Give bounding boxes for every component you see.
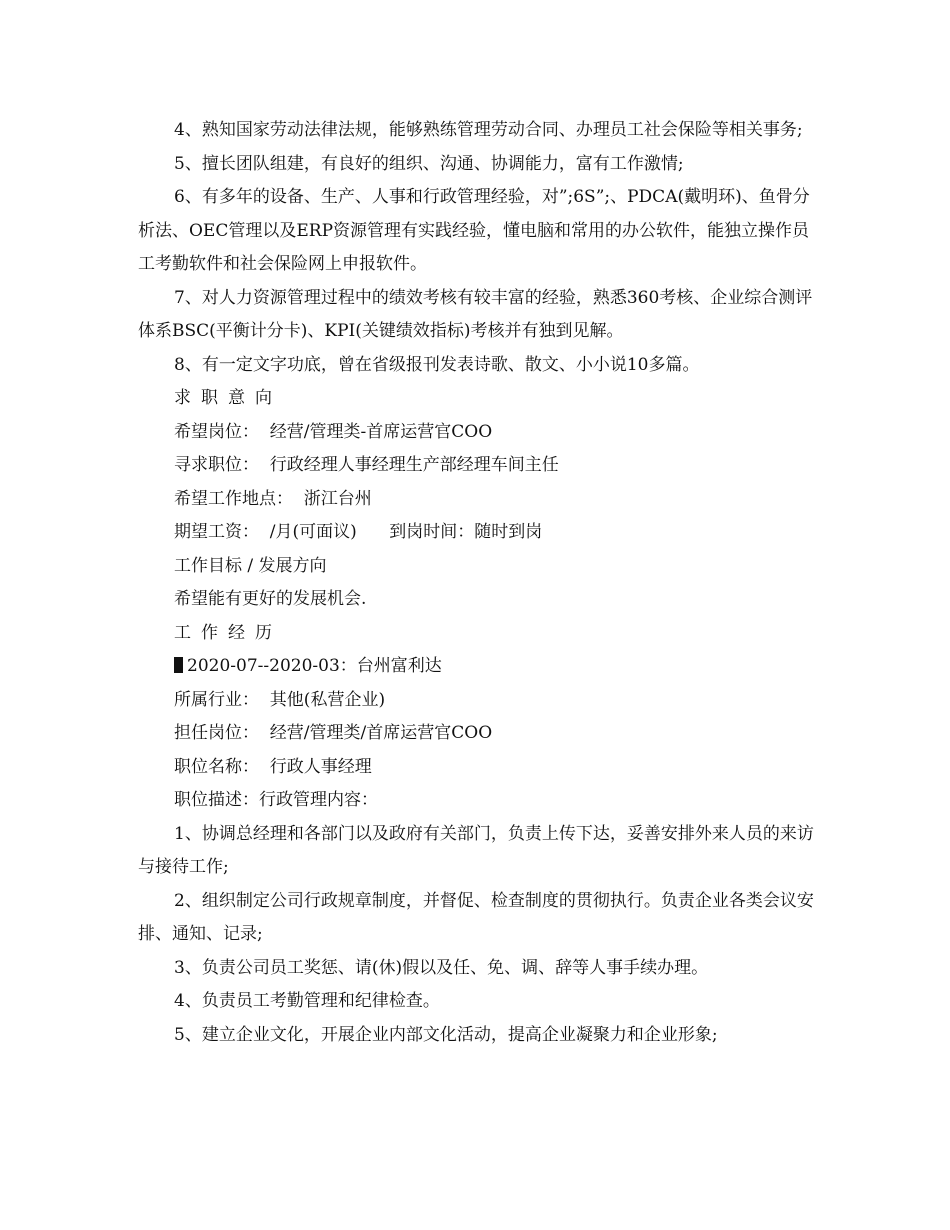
skill-item-4: 4、熟知国家劳动法律法规，能够熟练管理劳动合同、办理员工社会保险等相关事务; xyxy=(174,120,803,140)
skill-item-6: 6、有多年的设备、生产、人事和行政管理经验，对”;6S”;、PDCA(戴明环)、鱼骨分析法、OEC管理以及ERP资源管理有实践经验，懂电脑和常用的办公软件，能独立操作员工考勤软件和社会保险网上申报软件。 xyxy=(138,187,810,274)
position: 担任岗位： 经营/管理类/首席运营官COO xyxy=(174,723,493,743)
period-company-text: 2020-07--2020-03：台州富利达 xyxy=(187,656,442,676)
job-intention-heading: 求职意向 xyxy=(174,388,282,408)
description-label: 职位描述：行政管理内容： xyxy=(174,790,378,810)
goal-label: 工作目标 / 发展方向 xyxy=(174,555,327,576)
industry: 所属行业： 其他(私营企业) xyxy=(174,689,386,710)
goal-text: 希望能有更好的发展机会. xyxy=(174,589,367,609)
work-experience-heading: 工作经历 xyxy=(174,622,282,643)
duty-item-1: 1、协调总经理和各部门以及政府有关部门，负责上传下达，妥善安排外来人员的来访与接待工作; xyxy=(138,823,814,877)
skill-item-5: 5、擅长团队组建，有良好的组织、沟通、协调能力，富有工作激情; xyxy=(174,153,684,174)
resume-content xyxy=(138,114,818,1052)
skill-item-7: 7、对人力资源管理过程中的绩效考核有较丰富的经验，熟悉360考核、企业综合测评体系BSC(平衡计分卡)、KPI(关键绩效指标)考核并有独到见解。 xyxy=(138,287,813,341)
sought-position: 寻求职位： 行政经理人事经理生产部经理车间主任 xyxy=(174,455,559,475)
bullet-block-icon xyxy=(174,657,183,673)
skill-item-8: 8、有一定文字功底，曾在省级报刊发表诗歌、散文、小小说10多篇。 xyxy=(174,354,700,375)
duty-item-2: 2、组织制定公司行政规章制度，并督促、检查制度的贯彻执行。负责企业各类会议安排、通知、记录; xyxy=(138,890,814,944)
duty-item-5: 5、建立企业文化，开展企业内部文化活动，提高企业凝聚力和企业形象; xyxy=(174,1024,718,1045)
experience-period-company xyxy=(138,650,818,684)
work-location: 希望工作地点： 浙江台州 xyxy=(174,488,372,509)
duty-item-3: 3、负责公司员工奖惩、请(休)假以及任、免、调、辞等人事手续办理。 xyxy=(174,957,709,978)
salary-and-start-date: 期望工资： /月(可面议) 到岗时间：随时到岗 xyxy=(174,522,543,542)
desired-position: 希望岗位： 经营/管理类-首席运营官COO xyxy=(174,421,493,442)
duty-item-4: 4、负责员工考勤管理和纪律检查。 xyxy=(174,991,440,1011)
job-title: 职位名称： 行政人事经理 xyxy=(174,756,372,777)
